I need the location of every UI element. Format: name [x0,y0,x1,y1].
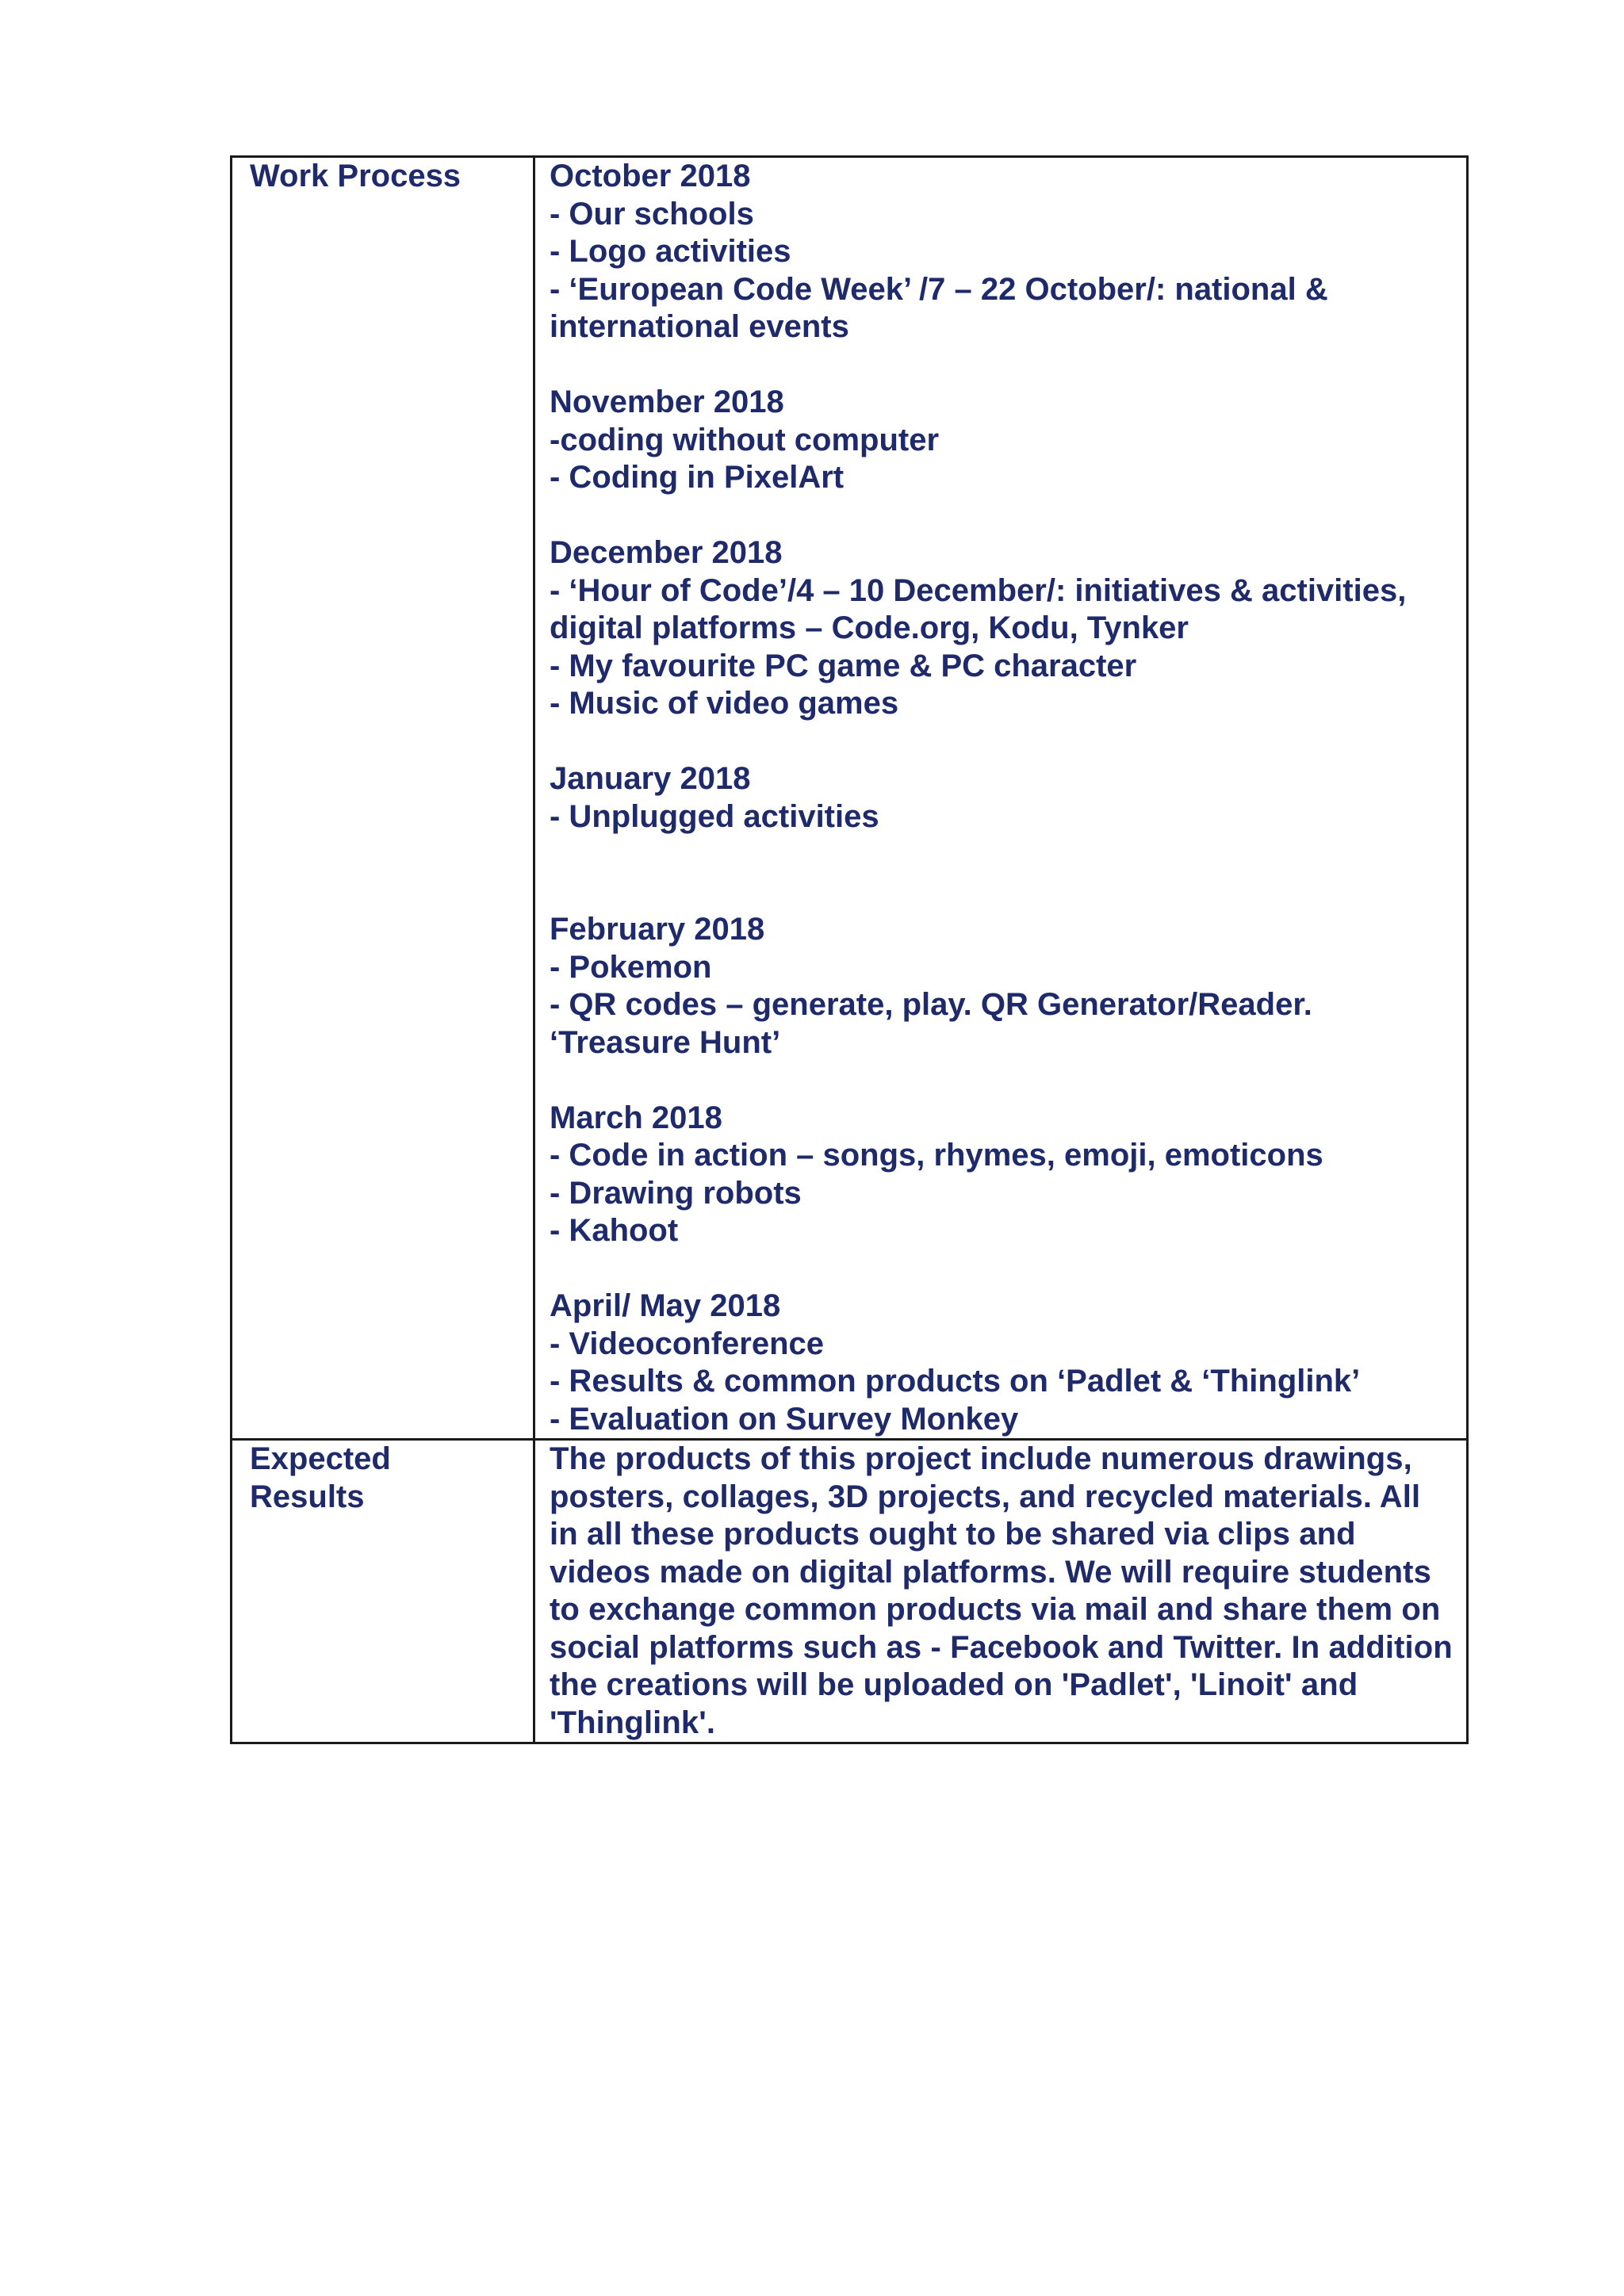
list-item: - Logo activities [550,234,791,269]
expected-results-content-cell [534,1440,1468,1743]
list-item: - Pokemon [550,949,712,985]
month-heading: December 2018 [550,535,783,570]
work-process-label: Work Process [250,159,462,193]
list-item: -coding without computer [550,422,940,457]
month-heading: February 2018 [550,912,765,947]
month-heading: November 2018 [550,385,784,419]
list-item: - Unplugged activities [550,798,879,834]
list-item: - QR codes – generate, play. QR Generator/Reader. ‘Treasure Hunt’ [550,987,1312,1060]
month-heading: January 2018 [550,761,751,796]
list-item: - Coding in PixelArt [550,460,845,495]
list-item: - ‘European Code Week’ /7 – 22 October/: national & international events [550,271,1328,344]
table-row-work-process [232,157,1468,1440]
month-heading: October 2018 [550,159,751,193]
section-december [550,534,1457,723]
section-january [550,760,1457,836]
section-april-may [550,1288,1457,1438]
work-process-content-cell [534,157,1468,1440]
list-item: - Our schools [550,196,754,232]
expected-results-label-line1: Expected [250,1441,391,1476]
list-item: - Kahoot [550,1213,679,1248]
section-october [550,158,1457,346]
list-item: - Evaluation on Survey Monkey [550,1401,1019,1437]
list-item: - Drawing robots [550,1175,802,1211]
list-item: - My favourite PC game & PC character [550,648,1137,683]
table-row-expected-results [232,1440,1468,1743]
project-plan-table [230,155,1469,1744]
section-february [550,911,1457,1062]
expected-results-text: The products of this project include numerous drawings, posters, collages, 3D projects, and recycled materials. All in all these products ought to be shared via clips and videos made on digital platforms. We will require students to exchange common products via mail and share them on social platforms such as - Facebook and Twitter. In addition the creations will be uploaded on 'Padlet', 'Linoit' and 'Thinglink'. [550,1441,1453,1740]
work-process-label-cell [232,157,534,1440]
list-item: - ‘Hour of Code’/4 – 10 December/: initiatives & activities, digital platforms – Code.org, Kodu, Tynker [550,572,1407,645]
list-item: - Music of video games [550,686,899,721]
month-heading: March 2018 [550,1100,722,1135]
month-heading: April/ May 2018 [550,1288,781,1323]
list-item: - Results & common products on ‘Padlet & ‘Thinglink’ [550,1364,1361,1399]
section-march [550,1100,1457,1250]
list-item: - Code in action – songs, rhymes, emoji, emoticons [550,1138,1323,1173]
list-item: - Videoconference [550,1326,825,1361]
section-november [550,384,1457,497]
expected-results-label-cell [232,1440,534,1743]
expected-results-label-line2: Results [250,1479,365,1514]
